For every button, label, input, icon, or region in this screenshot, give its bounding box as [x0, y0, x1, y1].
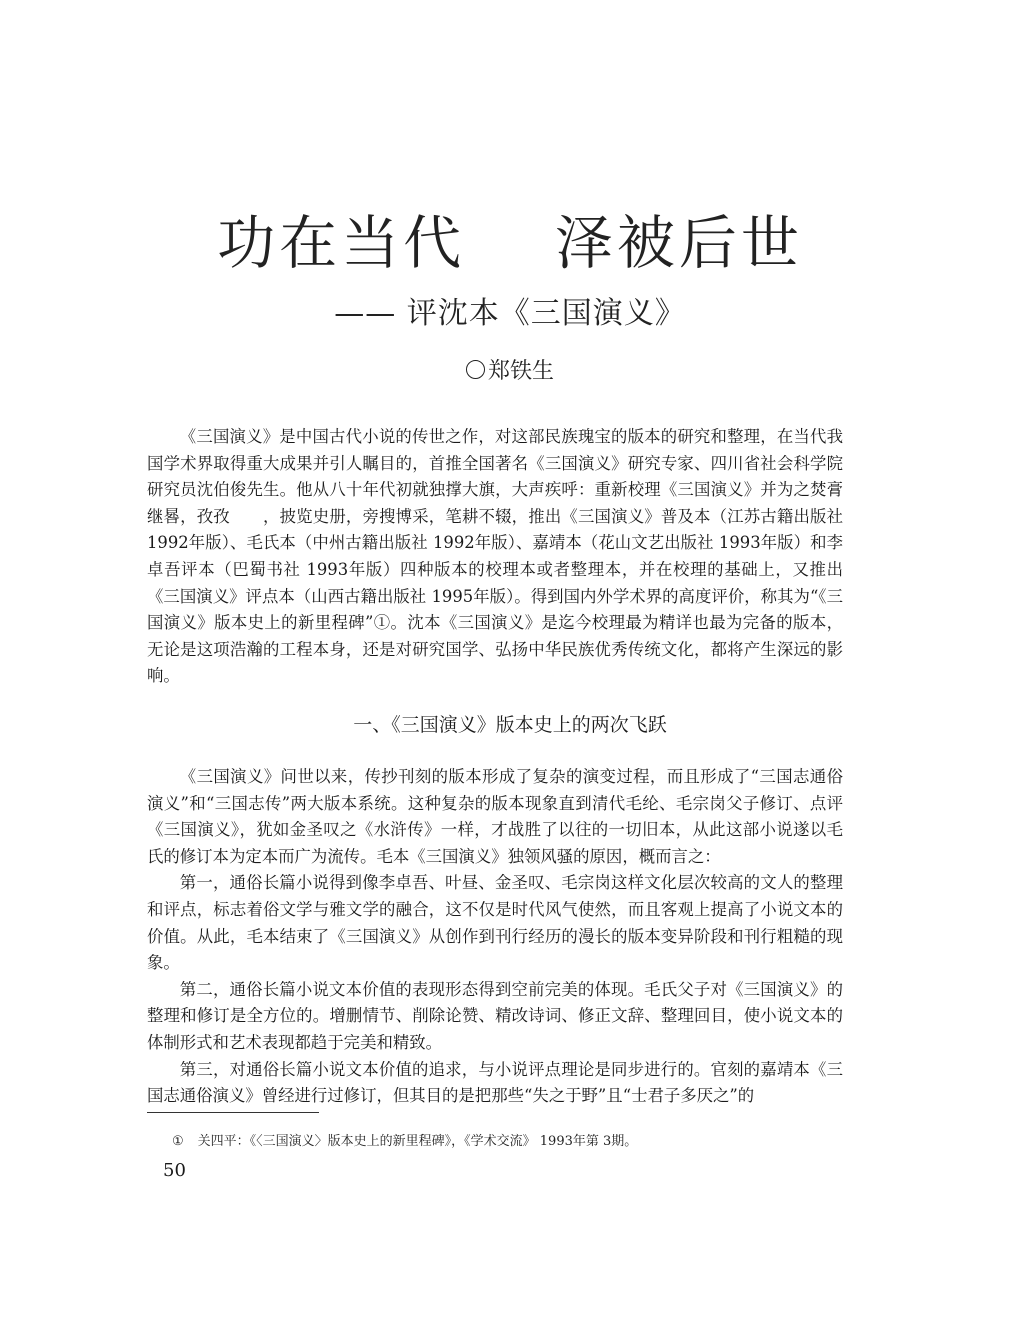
author-line	[0, 354, 1020, 385]
body-paragraph: 第二，通俗长篇小说文本价值的表现形态得到空前完美的体现。毛氏父子对《三国演义》的整理和修订是全方位的。增删情节、削除论赞、精改诗词、修正文辞、整理回目，使小说文本的体制形式和艺术表现都趋于完美和精致。	[147, 979, 843, 1052]
section-one-body	[147, 764, 843, 1110]
article-subtitle: —— 评沈本《三国演义》	[334, 296, 686, 331]
intro-paragraph: 《三国演义》是中国古代小说的传世之作，对这部民族瑰宝的版本的研究和整理，在当代我国学术界取得重大成果并引人瞩目的，首推全国著名《三国演义》研究专家、四川省社会科学院研究员沈伯俊先生。他从八十年代初就独撑大旗，大声疾呼：重新校理《三国演义》并为之焚膏继晷，孜孜 ，披览史册，旁搜博采，笔耕不辍，推出《三国演义》普及本（江苏古籍出版社 1992年版）、毛氏本（中州古籍出版社 1992年版）、嘉靖本（花山文艺出版社 1993年版）和李卓吾评本（巴蜀书社 1993年版）四种版本的校理本或者整理本，并在校理的基础上，又推出《三国演义》评点本（山西古籍出版社 1995年版）。得到国内外学术界的高度评价，称其为“《三国演义》版本史上的新里程碑”①。沈本《三国演义》是迄今校理最为精详也最为完备的版本，无论是这项浩瀚的工程本身，还是对研究国学、弘扬中华民族优秀传统文化，都将产生深远的影响。	[147, 427, 843, 686]
author-name: 郑铁生	[487, 359, 554, 384]
article-title: 功在当代 泽被后世	[217, 209, 803, 277]
body-paragraph: 第三，对通俗长篇小说文本价值的追求，与小说评点理论是同步进行的。官刻的嘉靖本《三国志通俗演义》曾经进行过修订，但其目的是把那些“失之于野”且“士君子多厌之”的	[147, 1059, 843, 1106]
footnote-divider	[147, 1112, 319, 1113]
footnote-text: 关四平：《〈三国演义〉版本史上的新里程碑》，《学术交流》 1993年第 3期。	[197, 1134, 638, 1149]
page-number: 50	[163, 1160, 186, 1181]
body-paragraph: 《三国演义》问世以来，传抄刊刻的版本形成了复杂的演变过程，而且形成了“三国志通俗演义”和“三国志传”两大版本系统。这种复杂的版本现象直到清代毛纶、毛宗岗父子修订、点评《三国演义》，犹如金圣叹之《水浒传》一样，才战胜了以往的一切旧本，从此这部小说遂以毛氏的修订本为定本而广为流传。毛本《三国演义》独领风骚的原因，概而言之：	[147, 767, 843, 866]
body-paragraph: 第一，通俗长篇小说得到像李卓吾、叶昼、金圣叹、毛宗岗这样文化层次较高的文人的整理和评点，标志着俗文学与雅文学的融合，这不仅是时代风气使然，而且客观上提高了小说文本的价值。从此，毛本结束了《三国演义》从创作到刊行经历的漫长的版本变异阶段和刊行粗糙的现象。	[147, 873, 843, 973]
footnote	[172, 1130, 637, 1149]
intro-section	[147, 424, 843, 690]
footnote-marker: ①	[172, 1134, 184, 1149]
circle-icon	[466, 360, 485, 379]
section-heading: 一、《三国演义》版本史上的两次飞跃	[353, 714, 667, 736]
